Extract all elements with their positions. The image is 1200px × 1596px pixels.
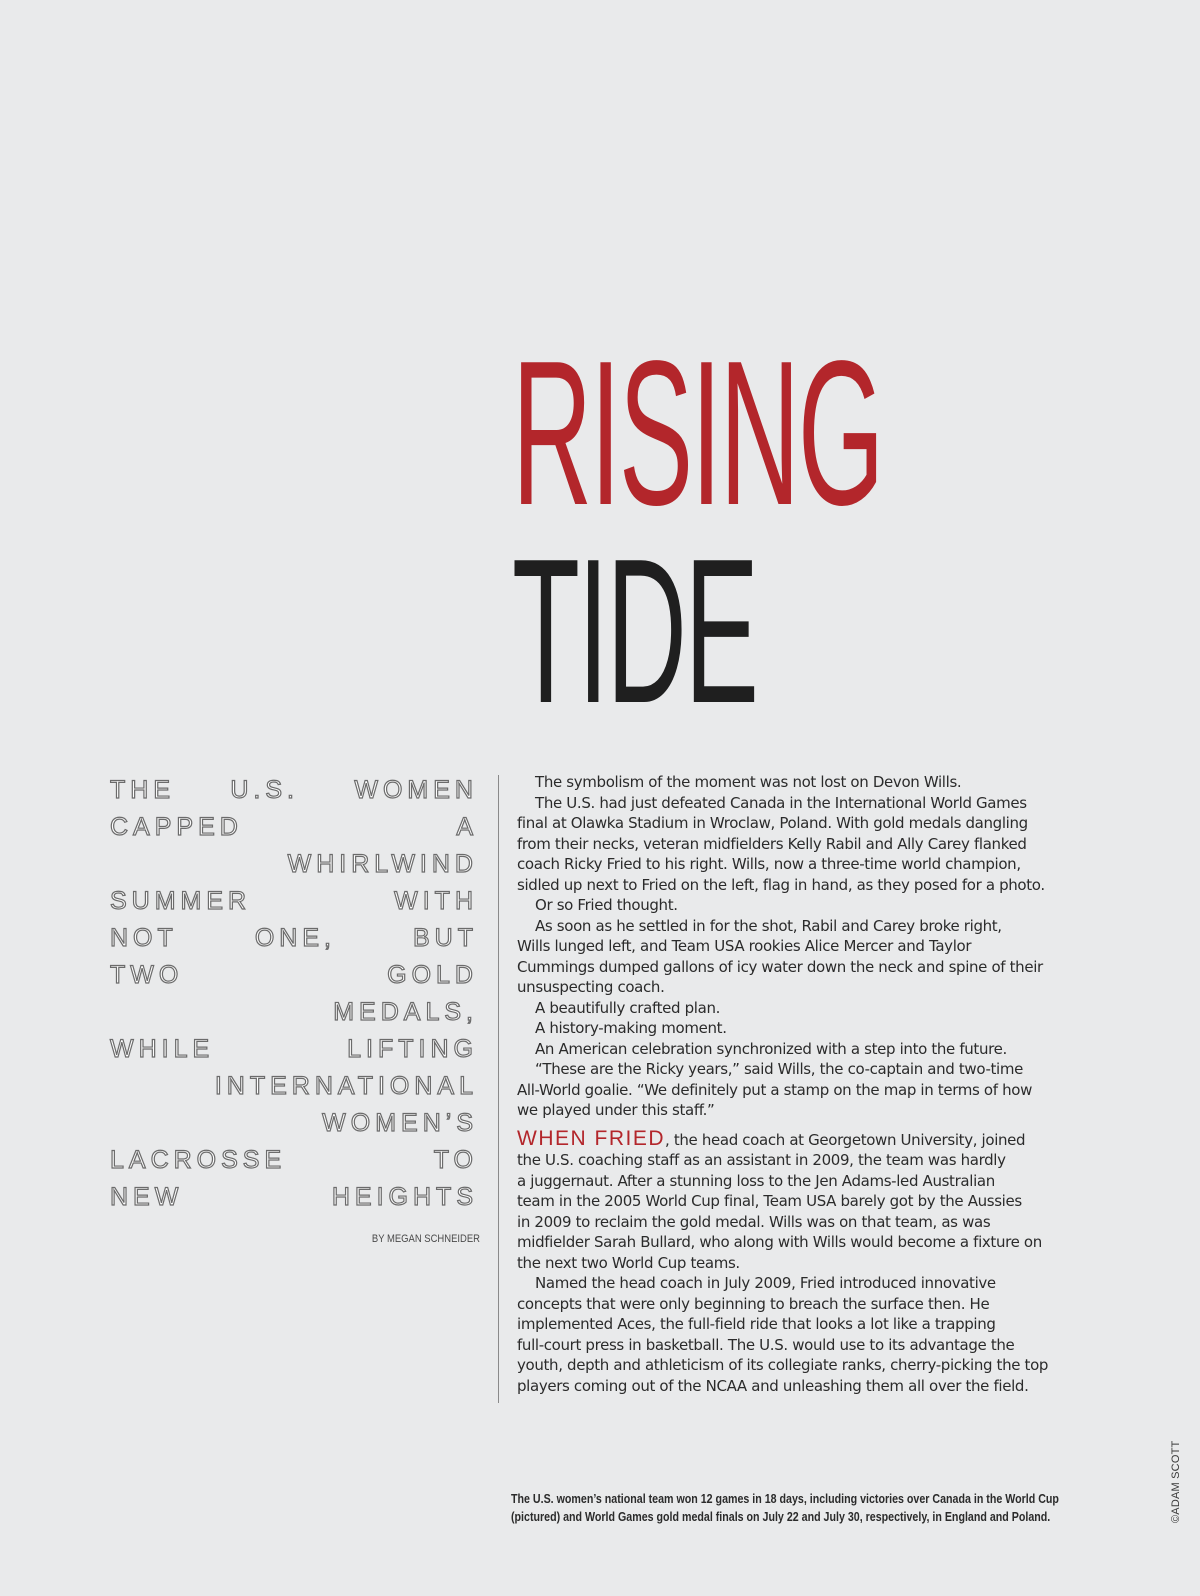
body-line: youth, depth and athleticism of its collegiate ranks, cherry-picking the top <box>517 1356 1049 1374</box>
deck-word: WOMEN <box>354 776 478 804</box>
deck-word: WOMEN’S <box>322 1109 478 1137</box>
deck-line <box>110 883 478 920</box>
body-line: As soon as he settled in for the shot, Rabil and Carey broke right, <box>535 916 1002 935</box>
deck-word: GOLD <box>387 961 478 989</box>
deck-word: ONE, <box>254 924 336 952</box>
deck-line <box>110 957 478 994</box>
section-lead-in: WHEN FRIED <box>517 1126 665 1150</box>
body-line: players coming out of the NCAA and unleashing them all over the field. <box>517 1376 1029 1395</box>
body-line: final at Olawka Stadium in Wroclaw, Poland. With gold medals dangling <box>517 814 1028 832</box>
deck-word: WHIRLWIND <box>287 850 478 878</box>
body-line: midfielder Sarah Bullard, who along with Wills would become a fixture on <box>517 1233 1042 1251</box>
body-line: the next two World Cup teams. <box>517 1253 740 1272</box>
body-line: Wills lunged left, and Team USA rookies Alice Mercer and Taylor <box>517 937 972 955</box>
deck-word: HEIGHTS <box>331 1183 478 1211</box>
body-line: from their necks, veteran midfielders Kelly Rabil and Ally Carey flanked <box>517 834 1027 853</box>
deck-word: TWO <box>110 961 184 989</box>
deck-word: LACROSSE <box>110 1146 287 1174</box>
body-line: full-court press in basketball. The U.S. would use to its advantage the <box>517 1335 1015 1354</box>
deck-word: THE <box>110 776 175 804</box>
article-body <box>517 772 1095 1396</box>
section-2-first-line <box>517 1126 1095 1151</box>
deck-word: NEW <box>110 1183 184 1211</box>
body-line: Or so Fried thought. <box>535 896 678 914</box>
deck-word: SUMMER <box>110 887 252 915</box>
body-line: a juggernaut. After a stunning loss to the Jen Adams-led Australian <box>517 1171 995 1190</box>
body-line: “These are the Ricky years,” said Wills, the co-captain and two-time <box>535 1060 1024 1078</box>
deck-line <box>110 846 478 883</box>
article-section-1 <box>517 772 1095 1121</box>
deck-line <box>110 1142 478 1179</box>
body-line: team in the 2005 World Cup final, Team USA barely got by the Aussies <box>517 1192 1022 1210</box>
body-line: The U.S. had just defeated Canada in the International World Games <box>535 793 1027 812</box>
deck-word: WHILE <box>110 1035 215 1063</box>
deck-word: U.S. <box>230 776 299 804</box>
deck-word: A <box>456 813 478 841</box>
body-line: Named the head coach in July 2009, Fried introduced innovative <box>535 1274 996 1292</box>
body-line: A history-making moment. <box>535 1019 727 1037</box>
deck-word: NOT <box>110 924 178 952</box>
headline-tide: TIDE <box>512 516 757 746</box>
deck-line <box>110 1105 478 1142</box>
body-line: in 2009 to reclaim the gold medal. Wills was on that team, as was <box>517 1212 991 1231</box>
body-line: The symbolism of the moment was not lost on Devon Wills. <box>535 773 962 791</box>
body-line: All-World goalie. “We definitely put a stamp on the map in terms of how <box>517 1080 1032 1099</box>
section-2-first-line-text: , the head coach at Georgetown University, joined <box>665 1130 1026 1149</box>
deck-line <box>110 1179 478 1216</box>
body-line: A beautifully crafted plan. <box>535 998 721 1017</box>
deck-word: TO <box>433 1146 478 1174</box>
deck-word: WITH <box>394 887 478 915</box>
body-line: concepts that were only beginning to breach the surface then. He <box>517 1294 990 1313</box>
body-line: unsuspecting coach. <box>517 978 665 996</box>
body-line: we played under this staff.” <box>517 1101 715 1119</box>
body-line: Cummings dumped gallons of icy water down the neck and spine of their <box>517 957 1043 976</box>
body-line: An American celebration synchronized with a step into the future. <box>535 1039 1007 1058</box>
deck-line <box>110 1068 478 1105</box>
photo-credit: ©ADAM SCOTT <box>1170 1440 1182 1523</box>
deck-line <box>110 1031 478 1068</box>
column-divider <box>498 775 499 1403</box>
deck-line <box>110 772 478 809</box>
body-line: sidled up next to Fried on the left, flag in hand, as they posed for a photo. <box>517 875 1045 894</box>
body-line: the U.S. coaching staff as an assistant in 2009, the team was hardly <box>517 1151 1006 1169</box>
deck-word: INTERNATIONAL <box>214 1072 478 1100</box>
headline-rising: RISING <box>512 318 883 548</box>
article-section-2 <box>517 1126 1095 1397</box>
deck-subheadline <box>110 772 478 1216</box>
deck-line <box>110 920 478 957</box>
caption-line: The U.S. women’s national team won 12 games in 18 days, including victories over Canada in the World Cup <box>511 1491 1059 1506</box>
deck-word: CAPPED <box>110 813 243 841</box>
deck-line <box>110 809 478 846</box>
body-line: coach Ricky Fried to his right. Wills, now a three-time world champion, <box>517 855 1021 873</box>
caption-line: (pictured) and World Games gold medal finals on July 22 and July 30, respectively, in England and Poland. <box>511 1509 1051 1524</box>
photo-caption <box>511 1490 1059 1526</box>
body-line: implemented Aces, the full-field ride that looks a lot like a trapping <box>517 1315 996 1333</box>
deck-word: BUT <box>413 924 478 952</box>
deck-word: LIFTING <box>347 1035 478 1063</box>
deck-word: MEDALS, <box>333 998 478 1026</box>
byline: BY MEGAN SCHNEIDER <box>371 1233 480 1245</box>
deck-line <box>110 994 478 1031</box>
